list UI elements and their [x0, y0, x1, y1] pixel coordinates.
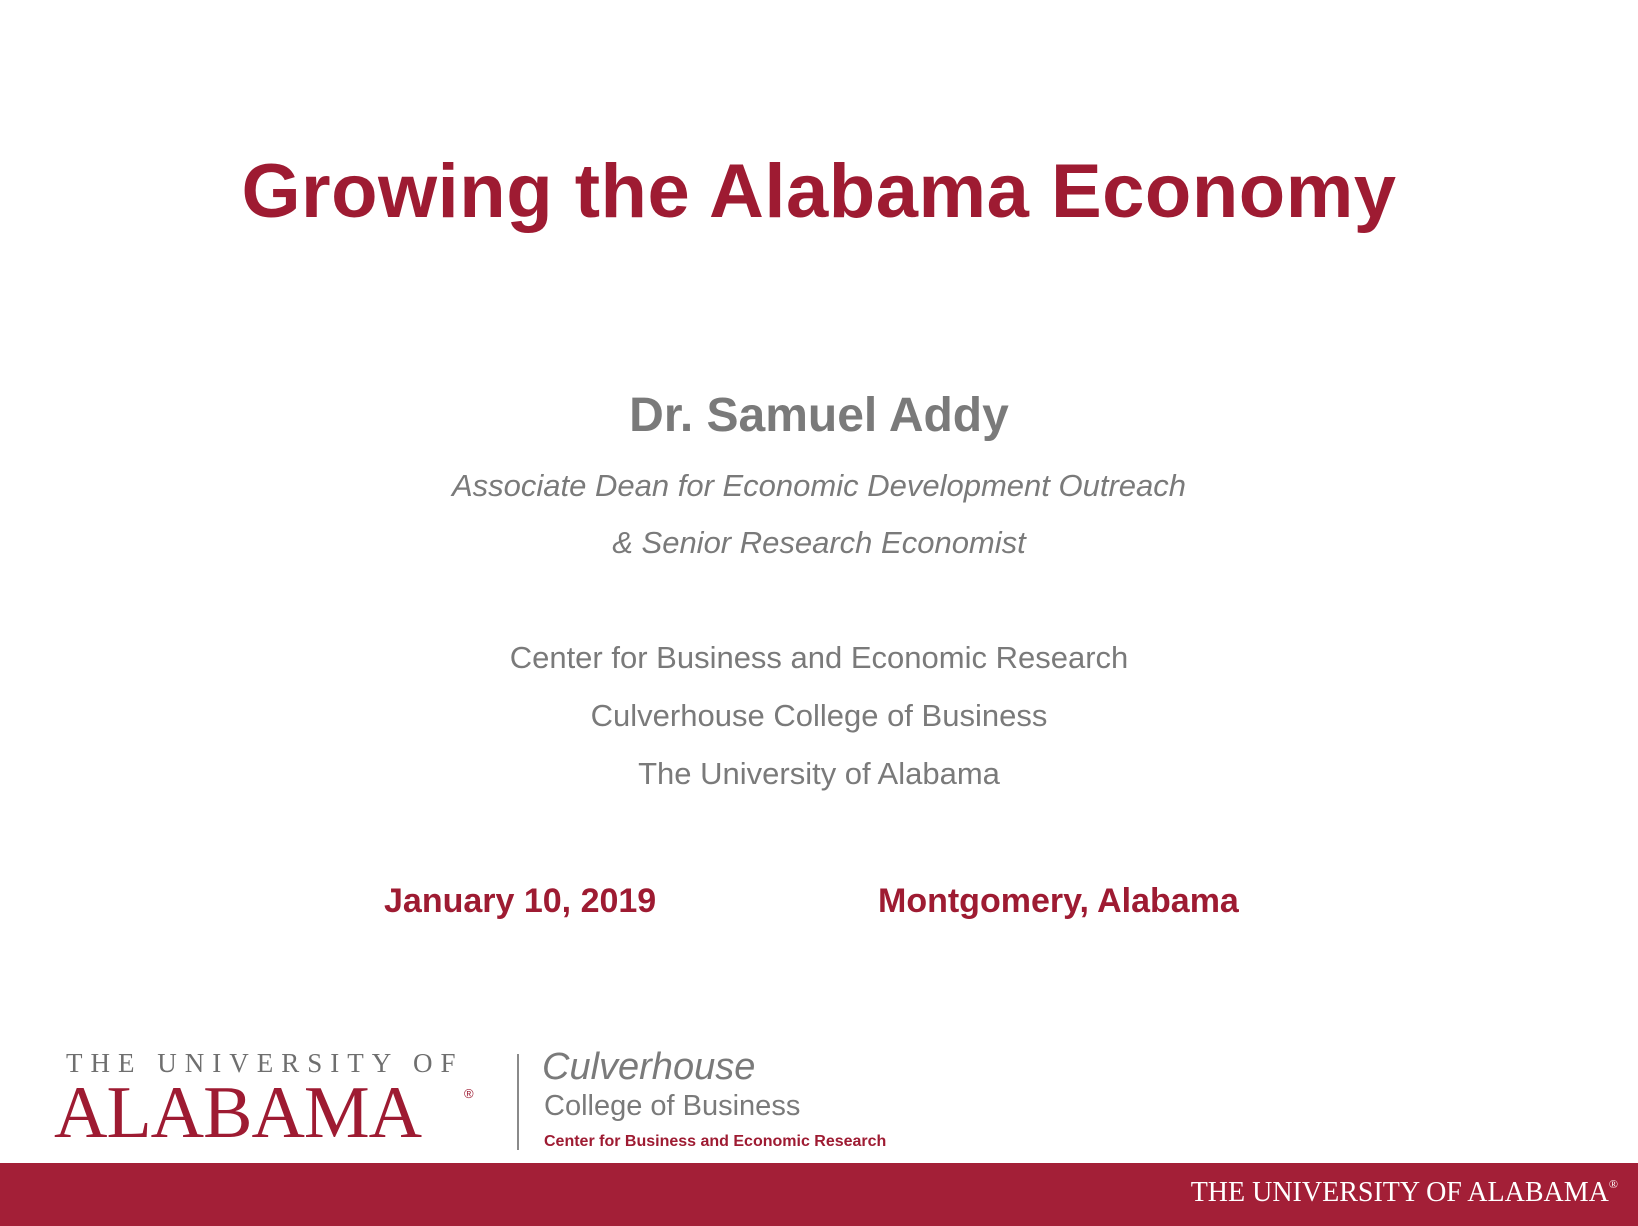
presenter-role-line-1: Associate Dean for Economic Development Outreach	[451, 468, 1187, 503]
presentation-location: Montgomery, Alabama	[878, 882, 1239, 920]
logo-registered-mark: ®	[464, 1086, 474, 1101]
footer-registered-mark: ®	[1608, 1177, 1618, 1191]
footer-bar	[0, 1163, 1638, 1226]
logo-divider	[517, 1054, 519, 1150]
footer-university-text: THE UNIVERSITY OF ALABAMA	[1190, 1177, 1609, 1208]
center-name-label: Center for Business and Economic Research	[544, 1133, 887, 1150]
logo-alabama-wordmark: ALABAMA	[54, 1072, 422, 1154]
footer-university-wordmark	[1191, 1177, 1618, 1209]
presentation-date: January 10, 2019	[384, 882, 657, 920]
college-of-business-label: College of Business	[544, 1090, 801, 1122]
organization-line-1: Center for Business and Economic Research	[509, 640, 1129, 675]
culverhouse-name: Culverhouse	[542, 1046, 756, 1088]
presenter-name: Dr. Samuel Addy	[629, 389, 1009, 442]
presenter-role-line-2: & Senior Research Economist	[612, 525, 1026, 560]
university-of-alabama-logo	[54, 1046, 484, 1156]
organization-line-3: The University of Alabama	[638, 756, 1000, 791]
organization-line-2: Culverhouse College of Business	[590, 698, 1048, 733]
logo-university-small-text: THE UNIVERSITY OF	[66, 1048, 464, 1078]
slide-title: Growing the Alabama Economy	[241, 149, 1397, 234]
